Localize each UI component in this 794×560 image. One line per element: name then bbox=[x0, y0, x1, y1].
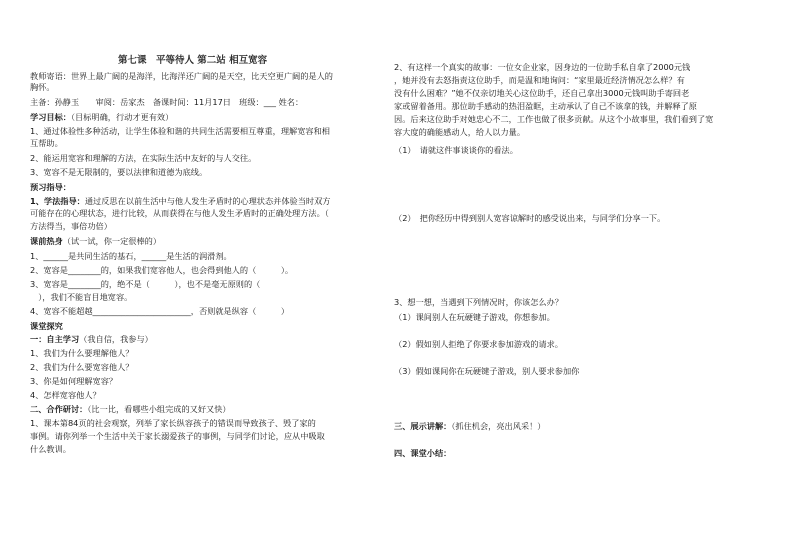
goals-heading-line bbox=[30, 112, 173, 123]
goal-item: 互帮助。 bbox=[30, 138, 63, 148]
lesson-title: 第七课 平等待人 第二站 相互宽容 bbox=[118, 55, 268, 66]
story-text: 容大度的确能感动人，给人以力量。 bbox=[394, 127, 526, 137]
story-text: 没有什么困难？”她不仅亲切地关心这位助手，还自己拿出3000元钱叫助手寄回老 bbox=[394, 88, 690, 98]
goals-heading: 学习目标： bbox=[30, 112, 71, 122]
warmup-note: （试一试，你一定很棒的） bbox=[62, 236, 162, 246]
meta-line: 主备：孙静玉 审阅：岳家杰 备课时间：11月17日 班级：___ 姓名： bbox=[30, 97, 304, 107]
warmup-heading: 课前热身 bbox=[30, 236, 63, 246]
story-text: 2、有这样一个真实的故事：一位女企业家，因身边的一位助手私自拿了2000元钱 bbox=[394, 62, 691, 72]
coop-text: 什么教训。 bbox=[30, 444, 71, 454]
think-item: （2）假如别人拒绝了你要求参加游戏的请求。 bbox=[394, 339, 563, 349]
explore-heading: 课堂探究 bbox=[30, 321, 63, 331]
method-label: 1、学法指导： bbox=[30, 196, 85, 206]
show-heading-line bbox=[394, 421, 545, 432]
story-text: 因。后来这位助手对她忠心不二，工作也做了很多贡献。从这个小故事里，我们看到了宽 bbox=[394, 114, 714, 124]
self-study-heading: 一：自主学习 bbox=[30, 334, 80, 344]
self-study-item: 1、我们为什么要理解他人？ bbox=[30, 348, 134, 358]
warmup-heading-line bbox=[30, 236, 161, 247]
warmup-item: 3、宽容是________的，绝不是（ ），也不是毫无原则的（ bbox=[30, 279, 261, 289]
show-note: （抓住机会，亮出风采！） bbox=[451, 421, 546, 431]
warmup-item: 1、______是共同生活的基石，______是生活的润滑剂。 bbox=[30, 251, 232, 261]
think-item: （1）课间别人在玩硬键子游戏，你想参加。 bbox=[394, 312, 555, 322]
coop-heading-line bbox=[30, 404, 231, 415]
coop-text: 事例。请你列举一个生活中关于家长溺爱孩子的事例，与同学们讨论，应从中吸取 bbox=[30, 431, 325, 441]
self-study-item: 2、我们为什么要宽容他人？ bbox=[30, 362, 134, 372]
goal-item: 3、宽容不是无限制的，要以法律和道德为底线。 bbox=[30, 167, 208, 177]
warmup-item: 2、宽容是________的，如果我们宽容他人，也会得到他人的（ ）。 bbox=[30, 265, 294, 275]
question-1: （1） 请就这件事谈谈你的看法。 bbox=[394, 145, 518, 155]
self-study-heading-line bbox=[30, 334, 153, 345]
method-line bbox=[30, 196, 330, 207]
think-item: （3）假如课间你在玩硬键子游戏，别人要求参加你 bbox=[394, 366, 580, 376]
self-study-item: 3、你是如何理解宽容？ bbox=[30, 376, 118, 386]
self-study-note: （我自信，我参与） bbox=[79, 334, 153, 344]
summary-heading: 四、课堂小结： bbox=[394, 448, 452, 458]
goal-item: 1、通过体验性多种活动，让学生体验和谐的共同生活需要相互尊重，理解宽容和相 bbox=[30, 126, 330, 136]
coop-heading: 二、合作研讨： bbox=[30, 404, 88, 414]
story-text: 家或留着备用。那位助手感动的热泪盈眶，主动承认了自己不该拿的钱，并解释了原 bbox=[394, 101, 697, 111]
question-2: （2） 把你经历中得到别人宽容谅解时的感受说出来，与同学们分享一下。 bbox=[394, 213, 666, 223]
goal-item: 2、能运用宽容和理解的方法，在实际生活中友好的与人交往。 bbox=[30, 153, 257, 163]
think-heading: 3、想一想，当遇到下列情况时，你该怎么办？ bbox=[394, 297, 563, 307]
self-study-item: 4、怎样宽容他人？ bbox=[30, 390, 101, 400]
method-text: 通过反思在以前生活中与他人发生矛盾时的心理状态并体验当时双方 bbox=[84, 196, 331, 206]
method-text: 可能存在的心理状态，进行比较，从而获得在与他人发生矛盾时的正确处理方法。（ bbox=[30, 208, 329, 218]
warmup-item: ），我们不能盲目地宽容。 bbox=[30, 292, 133, 302]
method-text: 方法得当，事倍功倍） bbox=[30, 221, 112, 231]
coop-text: 1、课本第84页的社会观察，列举了家长纵容孩子的错误而导致孩子、毁了家的 bbox=[30, 418, 316, 428]
warmup-item: 4、宽容不能超越________________________，否则就是纵容（ ） bbox=[30, 306, 290, 316]
coop-note: （比一比，看哪些小组完成的又好又快） bbox=[87, 404, 231, 414]
teacher-message: 教师寄语：世界上最广阔的是海洋，比海洋还广阔的是天空，比天空更广阔的是人的 bbox=[30, 71, 333, 81]
teacher-message-cont: 胸怀。 bbox=[30, 82, 55, 92]
show-heading: 三、展示讲解： bbox=[394, 421, 452, 431]
story-text: ，她并没有去怒指责这位助手，而是温和地询问：“家里最近经济情况怎么样？有 bbox=[394, 75, 685, 85]
preview-heading: 预习指导： bbox=[30, 182, 71, 192]
goals-note: （目标明确，行动才更有效） bbox=[70, 112, 174, 122]
